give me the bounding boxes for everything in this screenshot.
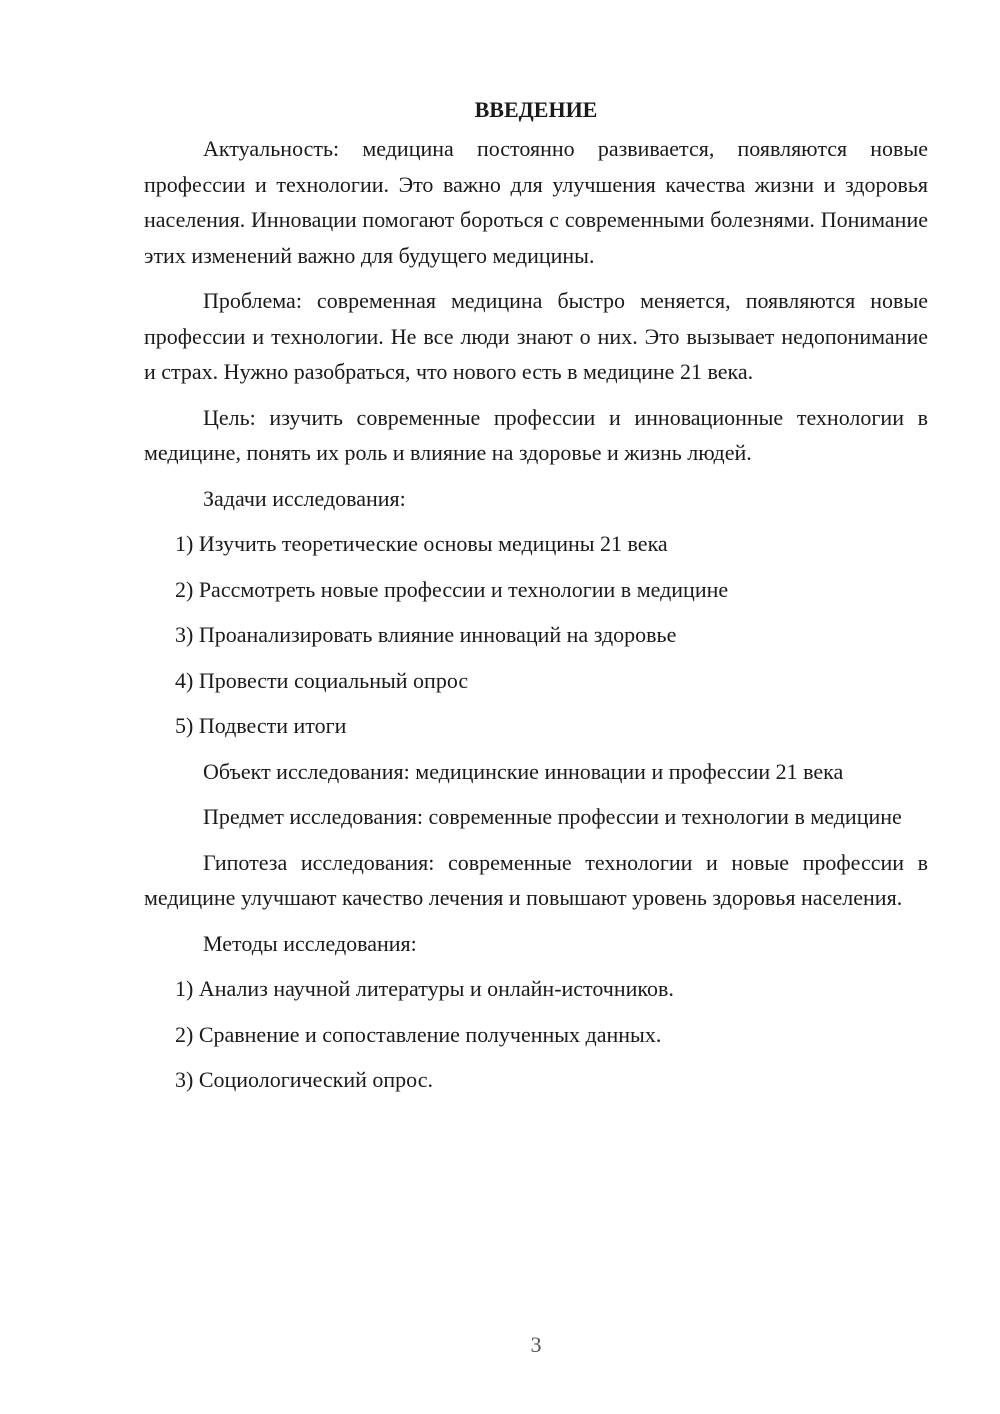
list-item: 2) Рассмотреть новые профессии и технологии в медицине [175,576,729,602]
list-item: 3) Социологический опрос. [175,1067,433,1092]
list-item: 3) Проанализировать влияние инноваций на здоровье [175,622,677,647]
tasks-title: Задачи исследования: [203,485,406,511]
list-item: 2) Сравнение и сопоставление полученных данных. [175,1021,662,1047]
methods-list [144,971,928,1098]
section-heading: ВВЕДЕНИЕ [474,97,598,122]
relevance-paragraph: Актуальность: медицина постоянно развивается, появляются новые профессии и технологии. Это важно для улучшения качества жизни и здоровья населения. Инновации помогают бороться с современными болезнями. Понимание этих изменений важно для будущего медицины. [144,136,928,268]
list-item: 4) Провести социальный опрос [175,667,469,693]
problem-paragraph: Проблема: современная медицина быстро меняется, появляются новые профессии и технологии. Не все люди знают о них. Это вызывает недопонимание и страх. Нужно разобраться, что нового есть в медицине 21 века. [144,288,928,384]
methods-title: Методы исследования: [203,930,417,956]
object-paragraph: Объект исследования: медицинские инновации и профессии 21 века [203,758,844,784]
list-item: 5) Подвести итоги [175,713,347,738]
goal-paragraph: Цель: изучить современные профессии и инновационные технологии в медицине, понять их роль и влияние на здоровье и жизнь людей. [144,404,928,465]
document-page [144,92,928,1108]
hypothesis-paragraph: Гипотеза исследования: современные технологии и новые профессии в медицине улучшают качество лечения и повышают уровень здоровья населения. [144,849,928,910]
page-number: 3 [530,1332,542,1357]
subject-paragraph: Предмет исследования: современные профессии и технологии в медицине [203,804,902,829]
tasks-list [144,526,928,744]
list-item: 1) Изучить теоретические основы медицины 21 века [175,531,668,556]
list-item: 1) Анализ научной литературы и онлайн-источников. [175,976,674,1001]
